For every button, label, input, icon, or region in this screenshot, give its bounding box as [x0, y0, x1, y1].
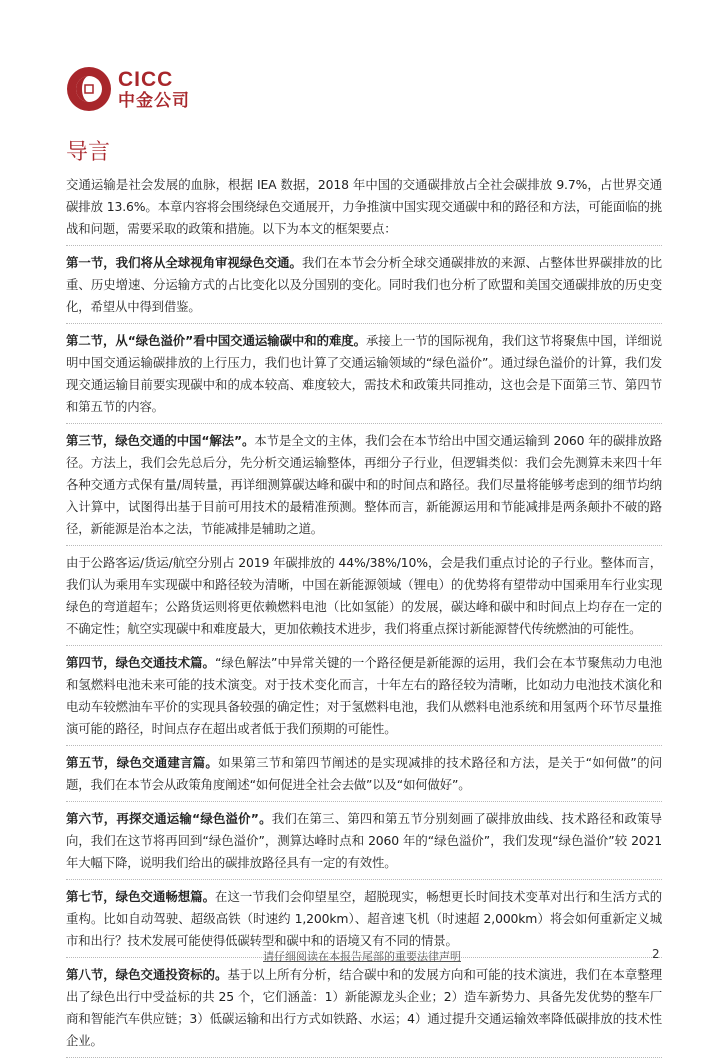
cicc-logo — [66, 66, 190, 112]
cicc-emblem-icon — [66, 66, 112, 112]
paragraph-heading: 第八节，绿色交通投资标的。 — [66, 967, 228, 982]
paragraph-text: 由于公路客运/货运/航空分别占 2019 年碳排放的 44%/38%/10%，会是我们重点讨论的子行业。整体而言，我们认为乘用车实现碳中和路径较为清晰，中国在新能源领域（锂电）的优势将有望带动中国乘用车行业实现绿色的弯道超车；公路货运则将更依赖燃料电池（比如氢能）的发展，碳达峰和碳中和时间点上均存在一定的不确定性；航空实现碳中和难度最大，更加依赖技术进步，我们将重点探讨新能源替代传统燃油的可能性。 — [66, 555, 662, 636]
paragraph-heading: 第二节，从“绿色溢价”看中国交通运输碳中和的难度。 — [66, 333, 366, 348]
logo-english: CICC — [118, 67, 174, 91]
paragraph-section-5 — [66, 752, 662, 802]
paragraph-section-3 — [66, 430, 662, 546]
paragraph-text: 我们在第三、第四和第五节分别刻画了碳排放曲线、技术路径和政策导向，我们在这节将再回到“绿色溢价”，测算达峰时点和 2060 年的“绿色溢价”，我们发现“绿色溢价”较 2021 年大幅下降，说明我们给出的碳排放路径具有一定的有效性。 — [66, 811, 662, 870]
paragraph-heading: 第三节，绿色交通的中国“解法”。 — [66, 433, 255, 448]
logo-chinese: 中金公司 — [118, 90, 190, 111]
section-title: 导言 — [66, 140, 111, 165]
paragraph-text: “绿色解法”中异常关键的一个路径便是新能源的运用，我们会在本节聚焦动力电池和氢燃料电池未来可能的技术演变。对于技术变化而言，十年左右的路径较为清晰，比如动力电池技术演化和电动车较燃油车平价的实现具备较强的确定性；对于氢燃料电池，我们从燃料电池系统和用氢两个环节尽量推演可能的路径，时间点存在超出或者低于我们预期的可能性。 — [66, 655, 663, 736]
paragraph-heading: 第一节，我们将从全球视角审视绿色交通。 — [66, 255, 302, 270]
paragraph-heading: 第七节，绿色交通畅想篇。 — [66, 889, 216, 904]
paragraph-section-6 — [66, 808, 662, 880]
paragraph-section-4 — [66, 652, 662, 746]
paragraph-text: 我们在本节会分析全球交通碳排放的来源、占整体世界碳排放的比重、历史增速、分运输方式的占比变化以及分国别的变化。同时我们也分析了欧盟和美国交通碳排放的历史变化，希望从中得到借鉴。 — [66, 255, 662, 314]
paragraph-subsector — [66, 552, 662, 646]
paragraph-text: 基于以上所有分析，结合碳中和的发展方向和可能的技术演进，我们在本章整理出了绿色出行中受益标的共 25 个，它们涵盖：1）新能源龙头企业；2）造车新势力、具备先发优势的整车厂商和智能汽车供应链；3）低碳运输和出行方式如铁路、水运；4）通过提升交通运输效率降低碳排放的技术性企业。 — [66, 967, 662, 1048]
paragraph-heading: 第六节，再探交通运输“绿色溢价”。 — [66, 811, 272, 826]
paragraph-text: 如果第三节和第四节阐述的是实现减排的技术路径和方法，是关于“如何做”的问题，我们在本节会从政策角度阐述“如何促进全社会去做”以及“如何做好”。 — [66, 755, 662, 792]
paragraph-section-2 — [66, 330, 662, 424]
paragraph-heading: 第四节，绿色交通技术篇。 — [66, 655, 215, 670]
paragraph-heading: 第五节，绿色交通建言篇。 — [66, 755, 219, 770]
paragraph-text: 在这一节我们会仰望星空，超脱现实，畅想更长时间技术变革对出行和生活方式的重构。比如自动驾驶、超级高铁（时速约 1,200km）、超音速飞机（时速超 2,000km）将会如何重新定义城市和出行？技术发展可能使得低碳转型和碳中和的语境又有不同的情景。 — [66, 889, 662, 948]
paragraph-section-1 — [66, 252, 662, 324]
paragraph-intro — [66, 174, 662, 246]
paragraph-text: 承接上一节的国际视角，我们这节将聚焦中国，详细说明中国交通运输碳排放的上行压力，我们也计算了交通运输领域的“绿色溢价”。通过绿色溢价的计算，我们发现交通运输目前要实现碳中和的成本较高、难度较大，需技术和政策共同推动，这也会是下面第三节、第四节和第五节的内容。 — [66, 333, 662, 414]
paragraph-section-8 — [66, 964, 662, 1058]
paragraph-text: 交通运输是社会发展的血脉，根据 IEA 数据，2018 年中国的交通碳排放占全社会碳排放 9.7%，占世界交通碳排放 13.6%。本章内容将会围绕绿色交通展开，力争推演中国实现交通碳中和的路径和方法，可能面临的挑战和问题，需要采取的政策和措施。以下为本文的框架要点： — [66, 177, 662, 236]
page-number: 2 — [652, 947, 660, 961]
document-body — [66, 174, 662, 1064]
legal-disclaimer-link[interactable]: 请仔细阅读在本报告尾部的重要法律声明 — [263, 950, 461, 963]
paragraph-text: 本节是全文的主体，我们会在本节给出中国交通运输到 2060 年的碳排放路径。方法上，我们会先总后分，先分析交通运输整体，再细分子行业，但逻辑类似：我们会先测算未来四十年各种交通方式保有量/周转量，再详细测算碳达峰和碳中和的时间点和路径。我们尽量将能够考虑到的细节均纳入计算中，试图得出基于目前可用技术的最精准预测。整体而言，新能源运用和节能减排是两条颠扑不破的路径，新能源是治本之法，节能减排是辅助之道。 — [66, 433, 663, 536]
